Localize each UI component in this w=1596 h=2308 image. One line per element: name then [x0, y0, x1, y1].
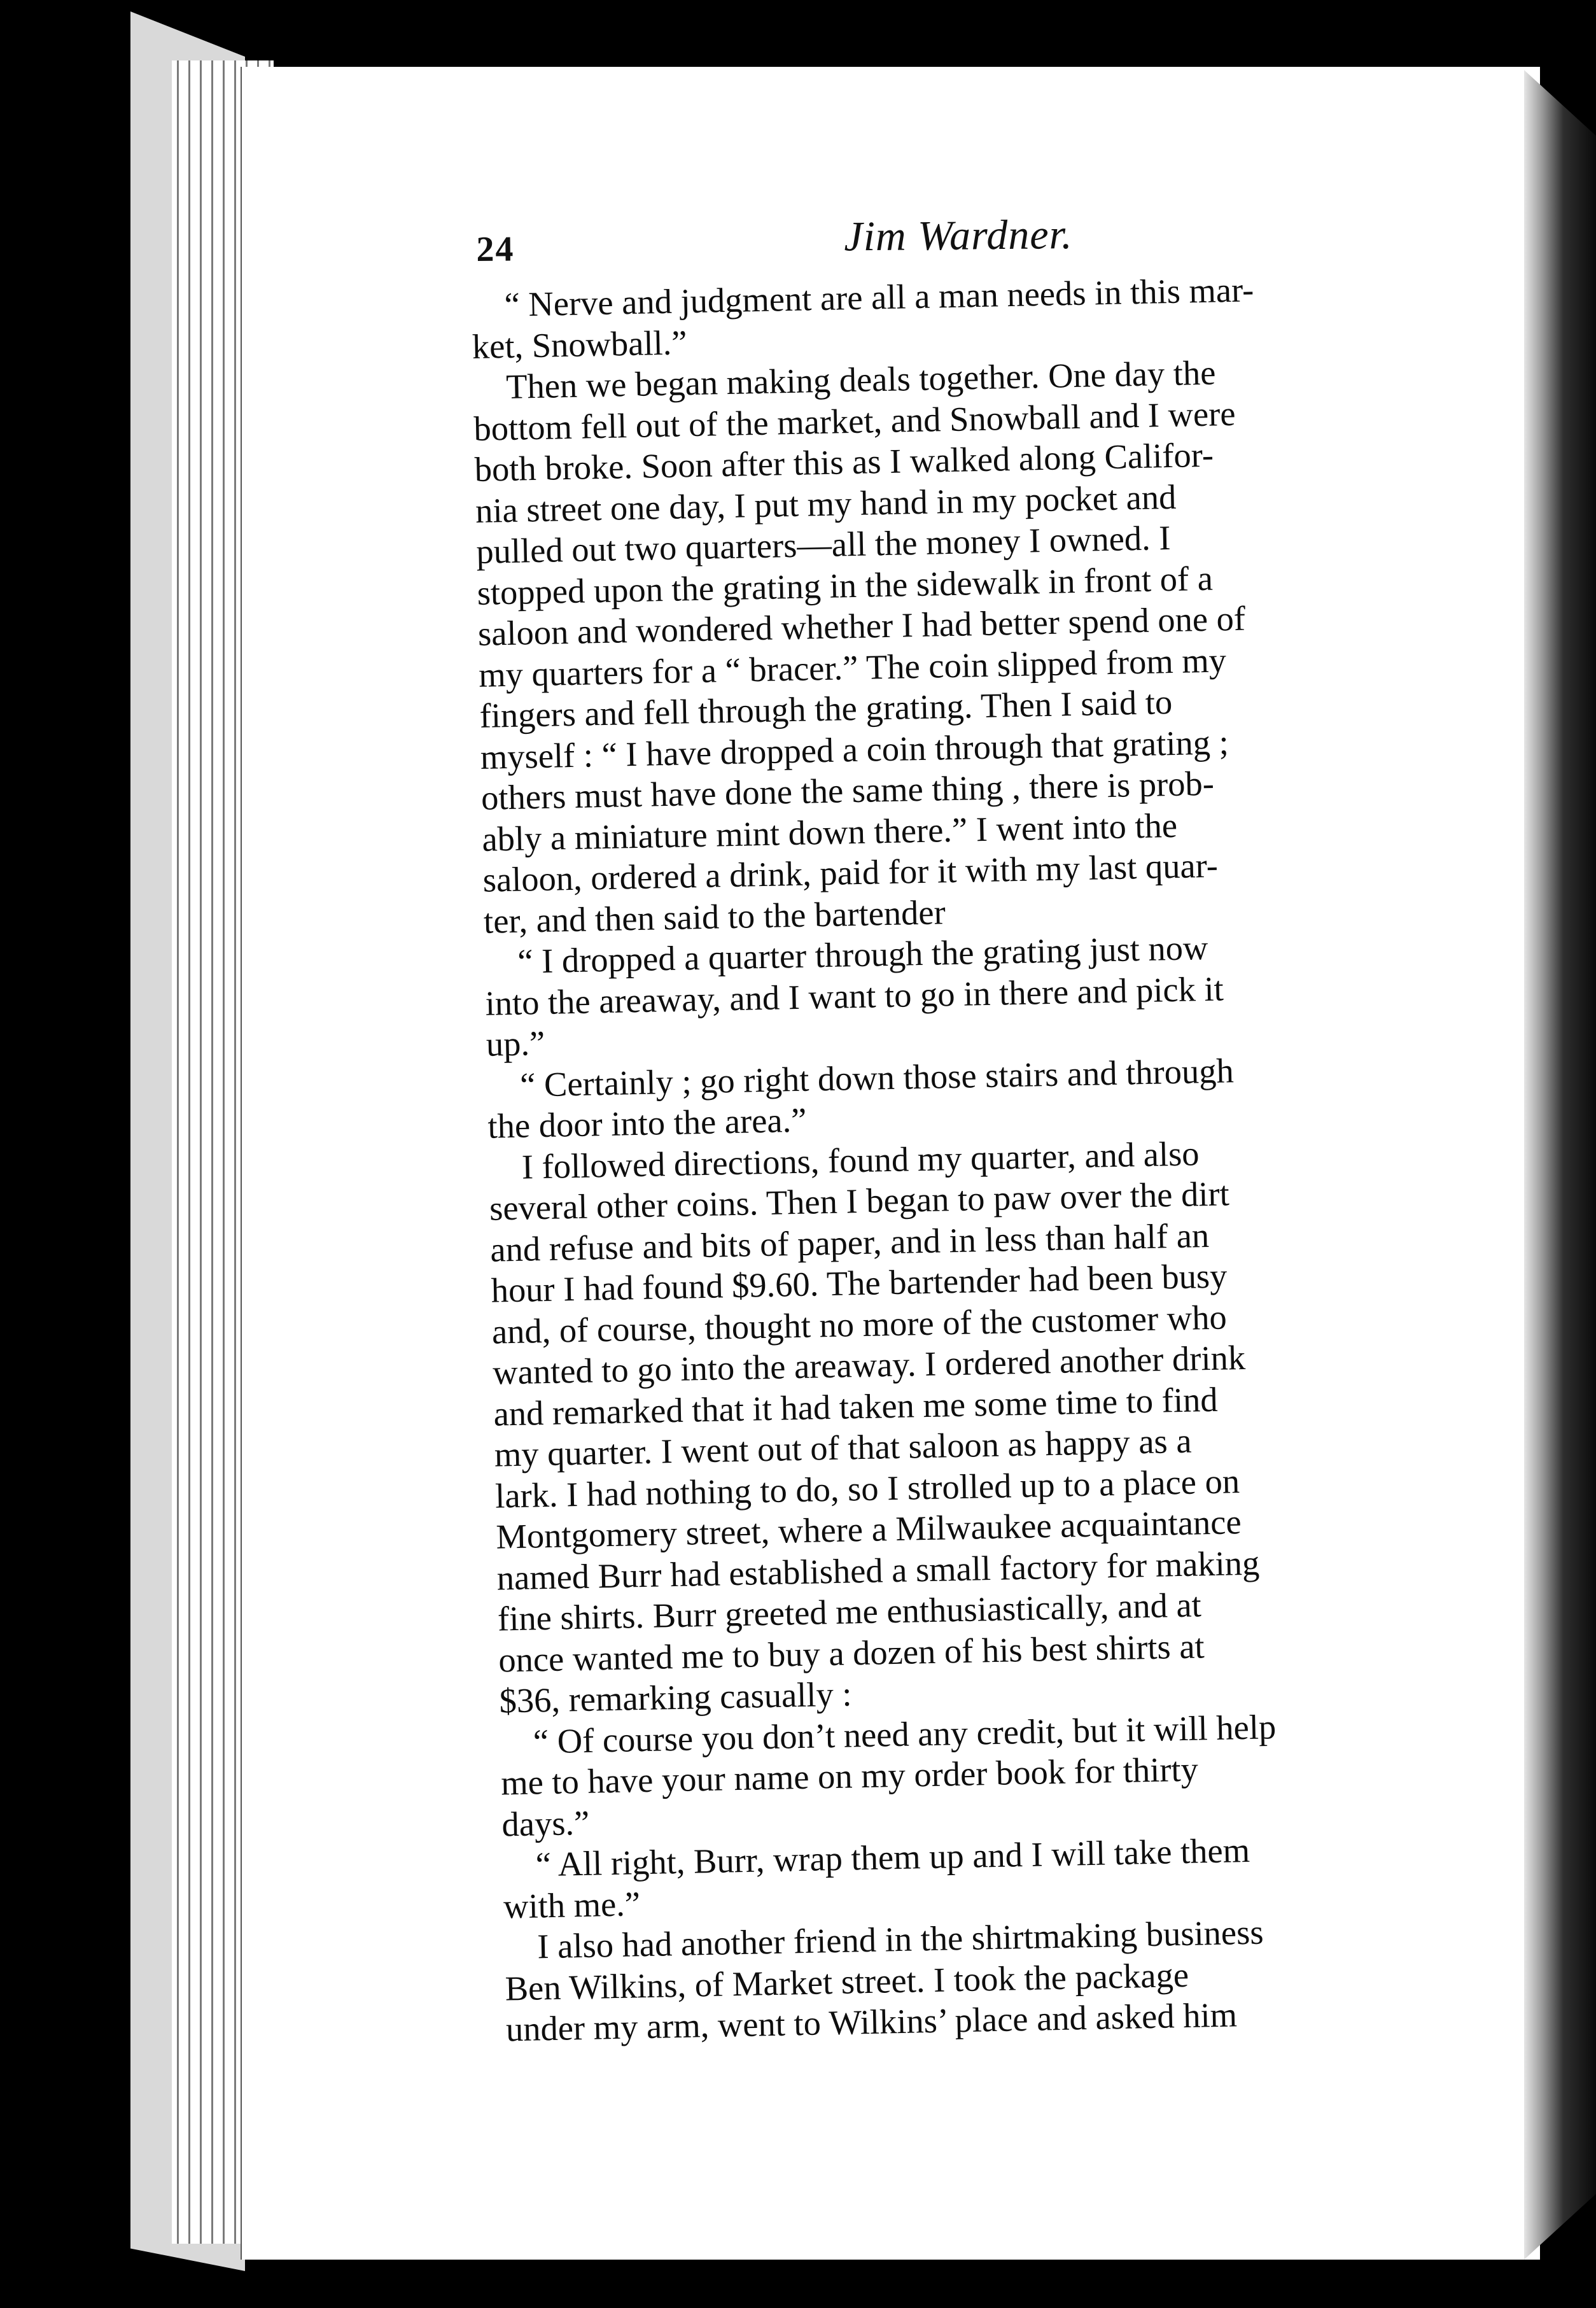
text-line: named Burr had established a small factory for making — [496, 1543, 1260, 1598]
text-line: “ Certainly ; go right down those stairs and through — [519, 1050, 1235, 1104]
text-line: others must have done the same thing , there is prob- — [480, 763, 1215, 817]
text-line: lark. I had nothing to do, so I strolled up to a place on — [494, 1461, 1240, 1516]
text-line: ket, Snowball.” — [472, 322, 688, 366]
text-line: fine shirts. Burr greeted me enthusiastically, and at — [497, 1585, 1202, 1638]
text-line: pulled out two quarters—all the money I owned. I — [475, 518, 1172, 571]
text-line: with me.” — [503, 1883, 641, 1925]
text-line: and refuse and bits of paper, and in less than half an — [489, 1215, 1210, 1269]
text-line: “ I dropped a quarter through the grating just now — [517, 927, 1208, 981]
text-line: stopped upon the grating in the sidewalk in front of a — [477, 558, 1214, 612]
text-line: several other coins. Then I began to paw over the dirt — [489, 1174, 1230, 1228]
text-line: the door into the area.” — [487, 1100, 807, 1146]
text-line: under my arm, went to Wilkins’ place and asked him — [505, 1995, 1238, 2049]
text-line: I also had another friend in the shirtmaking business — [536, 1912, 1264, 1966]
text-line: Montgomery street, where a Milwaukee acquaintance — [495, 1502, 1242, 1556]
page-number: 24 — [476, 229, 515, 269]
text-line: ably a miniature mint down there.” I went into the — [481, 805, 1178, 859]
text-line: $36, remarking casually : — [499, 1674, 853, 1720]
page-header — [476, 207, 1469, 274]
text-line: myself : “ I have dropped a coin through that grating ; — [480, 722, 1229, 777]
text-line: and, of course, thought no more of the customer who — [491, 1297, 1228, 1351]
text-line: saloon and wondered whether I had better spend one of — [477, 598, 1246, 653]
text-line: days.” — [501, 1803, 590, 1844]
text-line: my quarters for a “ bracer.” The coin slipped from my — [478, 640, 1227, 694]
running-head: Jim Wardner. — [843, 211, 1073, 260]
text-line: “ Nerve and judgment are all a man needs in this mar- — [504, 270, 1254, 324]
text-line: me to have your name on my order book for thirty — [500, 1749, 1199, 1803]
text-line: both broke. Soon after this as I walked along Califor- — [474, 435, 1214, 489]
text-line: once wanted me to buy a dozen of his best shirts at — [498, 1626, 1205, 1680]
body-text — [471, 264, 1562, 2055]
text-line: bottom fell out of the market, and Snowball and I were — [473, 393, 1236, 448]
text-line: Then we began making deals together. One day the — [505, 353, 1216, 406]
text-line: ter, and then said to the bartender — [483, 892, 946, 941]
text-line: Ben Wilkins, of Market street. I took the package — [505, 1955, 1189, 2008]
text-line: into the areaway, and I want to go in there and pick it — [485, 968, 1224, 1023]
text-line: “ Of course you don’t need any credit, but it will help — [533, 1706, 1277, 1761]
text-line: “ All right, Burr, wrap them up and I will take them — [535, 1830, 1250, 1884]
text-line: saloon, ordered a drink, paid for it with my last quar- — [482, 845, 1219, 899]
text-line: wanted to go into the areaway. I ordered another drink — [492, 1337, 1246, 1392]
text-line: nia street one day, I put my hand in my pocket and — [475, 477, 1177, 530]
text-line: hour I had found $9.60. The bartender had been busy — [491, 1256, 1228, 1310]
text-line: and remarked that it had taken me some time to find — [493, 1379, 1219, 1433]
text-line: my quarter. I went out of that saloon as happy as a — [494, 1421, 1193, 1474]
text-line: up.” — [486, 1023, 545, 1064]
text-line: I followed directions, found my quarter, and also — [521, 1133, 1200, 1186]
text-line: fingers and fell through the grating. Then I said to — [479, 682, 1173, 735]
